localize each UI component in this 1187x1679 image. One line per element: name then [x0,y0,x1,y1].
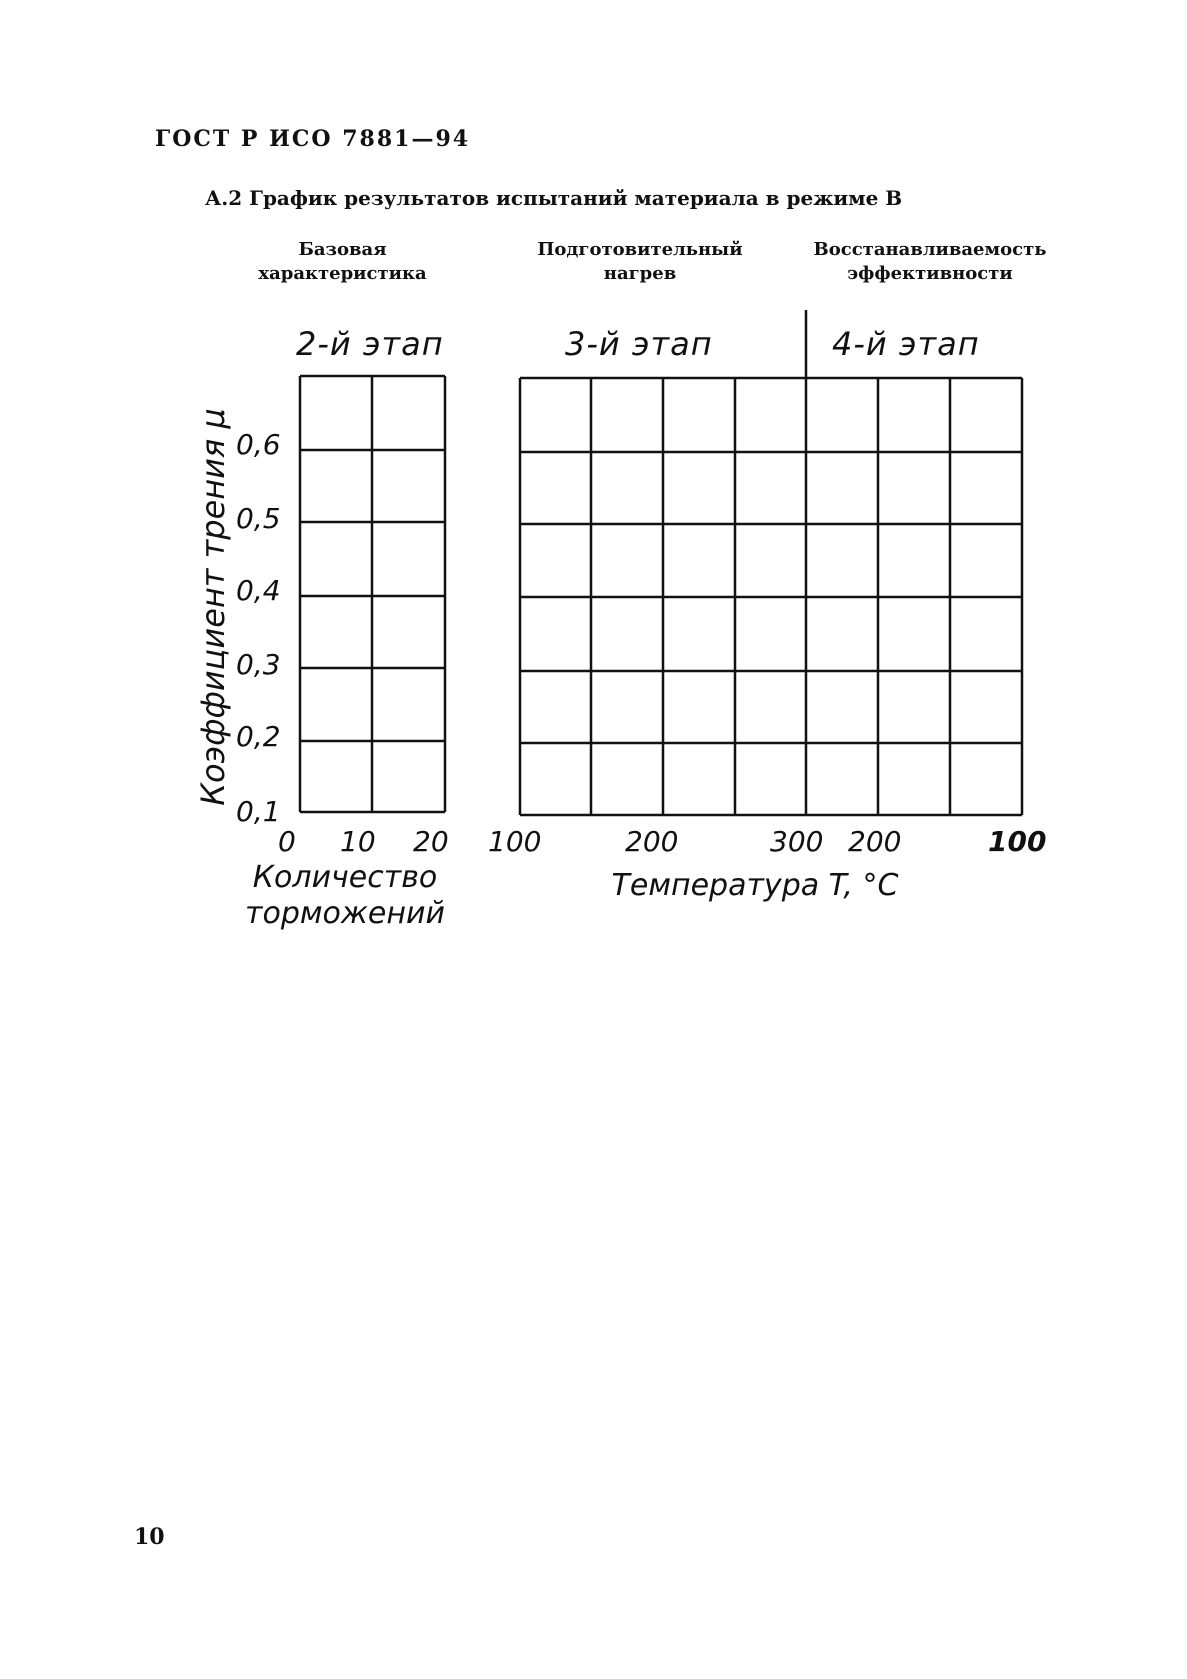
column-heading-line: эффективности [847,263,1013,284]
x-tick-label: 10 [340,825,376,858]
y-tick-label: 0,1 [236,795,281,828]
stage-label-4: 4-й этап [832,325,980,363]
column-heading-line: нагрев [603,263,677,284]
column-heading-line: Восстанавливаемость [813,239,1047,260]
stage-label-2: 2-й этап [296,325,444,363]
y-tick-label: 0,6 [236,428,281,461]
column-heading-line: Подготовительный [537,239,743,260]
document-id: ГОСТ Р ИСО 7881—94 [155,126,471,152]
x-tick-label: 300 [770,825,824,858]
column-heading-line: Базовая [298,239,387,260]
y-tick-label: 0,5 [236,502,281,535]
x-tick-label: 100 [988,825,1047,858]
x-tick-label: 0 [278,825,296,858]
x-axis-label-temperature: Температура T, °C [611,868,899,903]
grid-base [300,376,445,812]
x-tick-label: 20 [413,825,449,858]
figure-caption: А.2 График результатов испытаний материала в режиме В [205,186,903,210]
stage-label-3: 3-й этап [565,325,713,363]
x-tick-label: 200 [625,825,679,858]
x-axis-label-line: торможений [245,896,445,931]
grid-temperature [520,310,1022,815]
x-axis-label-line: Количество [252,860,438,895]
column-heading-line: характеристика [258,263,427,284]
x-axis-label-braking-count [225,860,465,932]
y-tick-label: 0,2 [236,720,281,753]
page-number: 10 [134,1524,165,1550]
y-tick-label: 0,3 [236,648,281,681]
y-tick-label: 0,4 [236,574,281,607]
x-tick-label: 200 [848,825,902,858]
x-tick-label: 100 [488,825,542,858]
y-axis-label: Коэффициент трения μ [194,408,232,806]
